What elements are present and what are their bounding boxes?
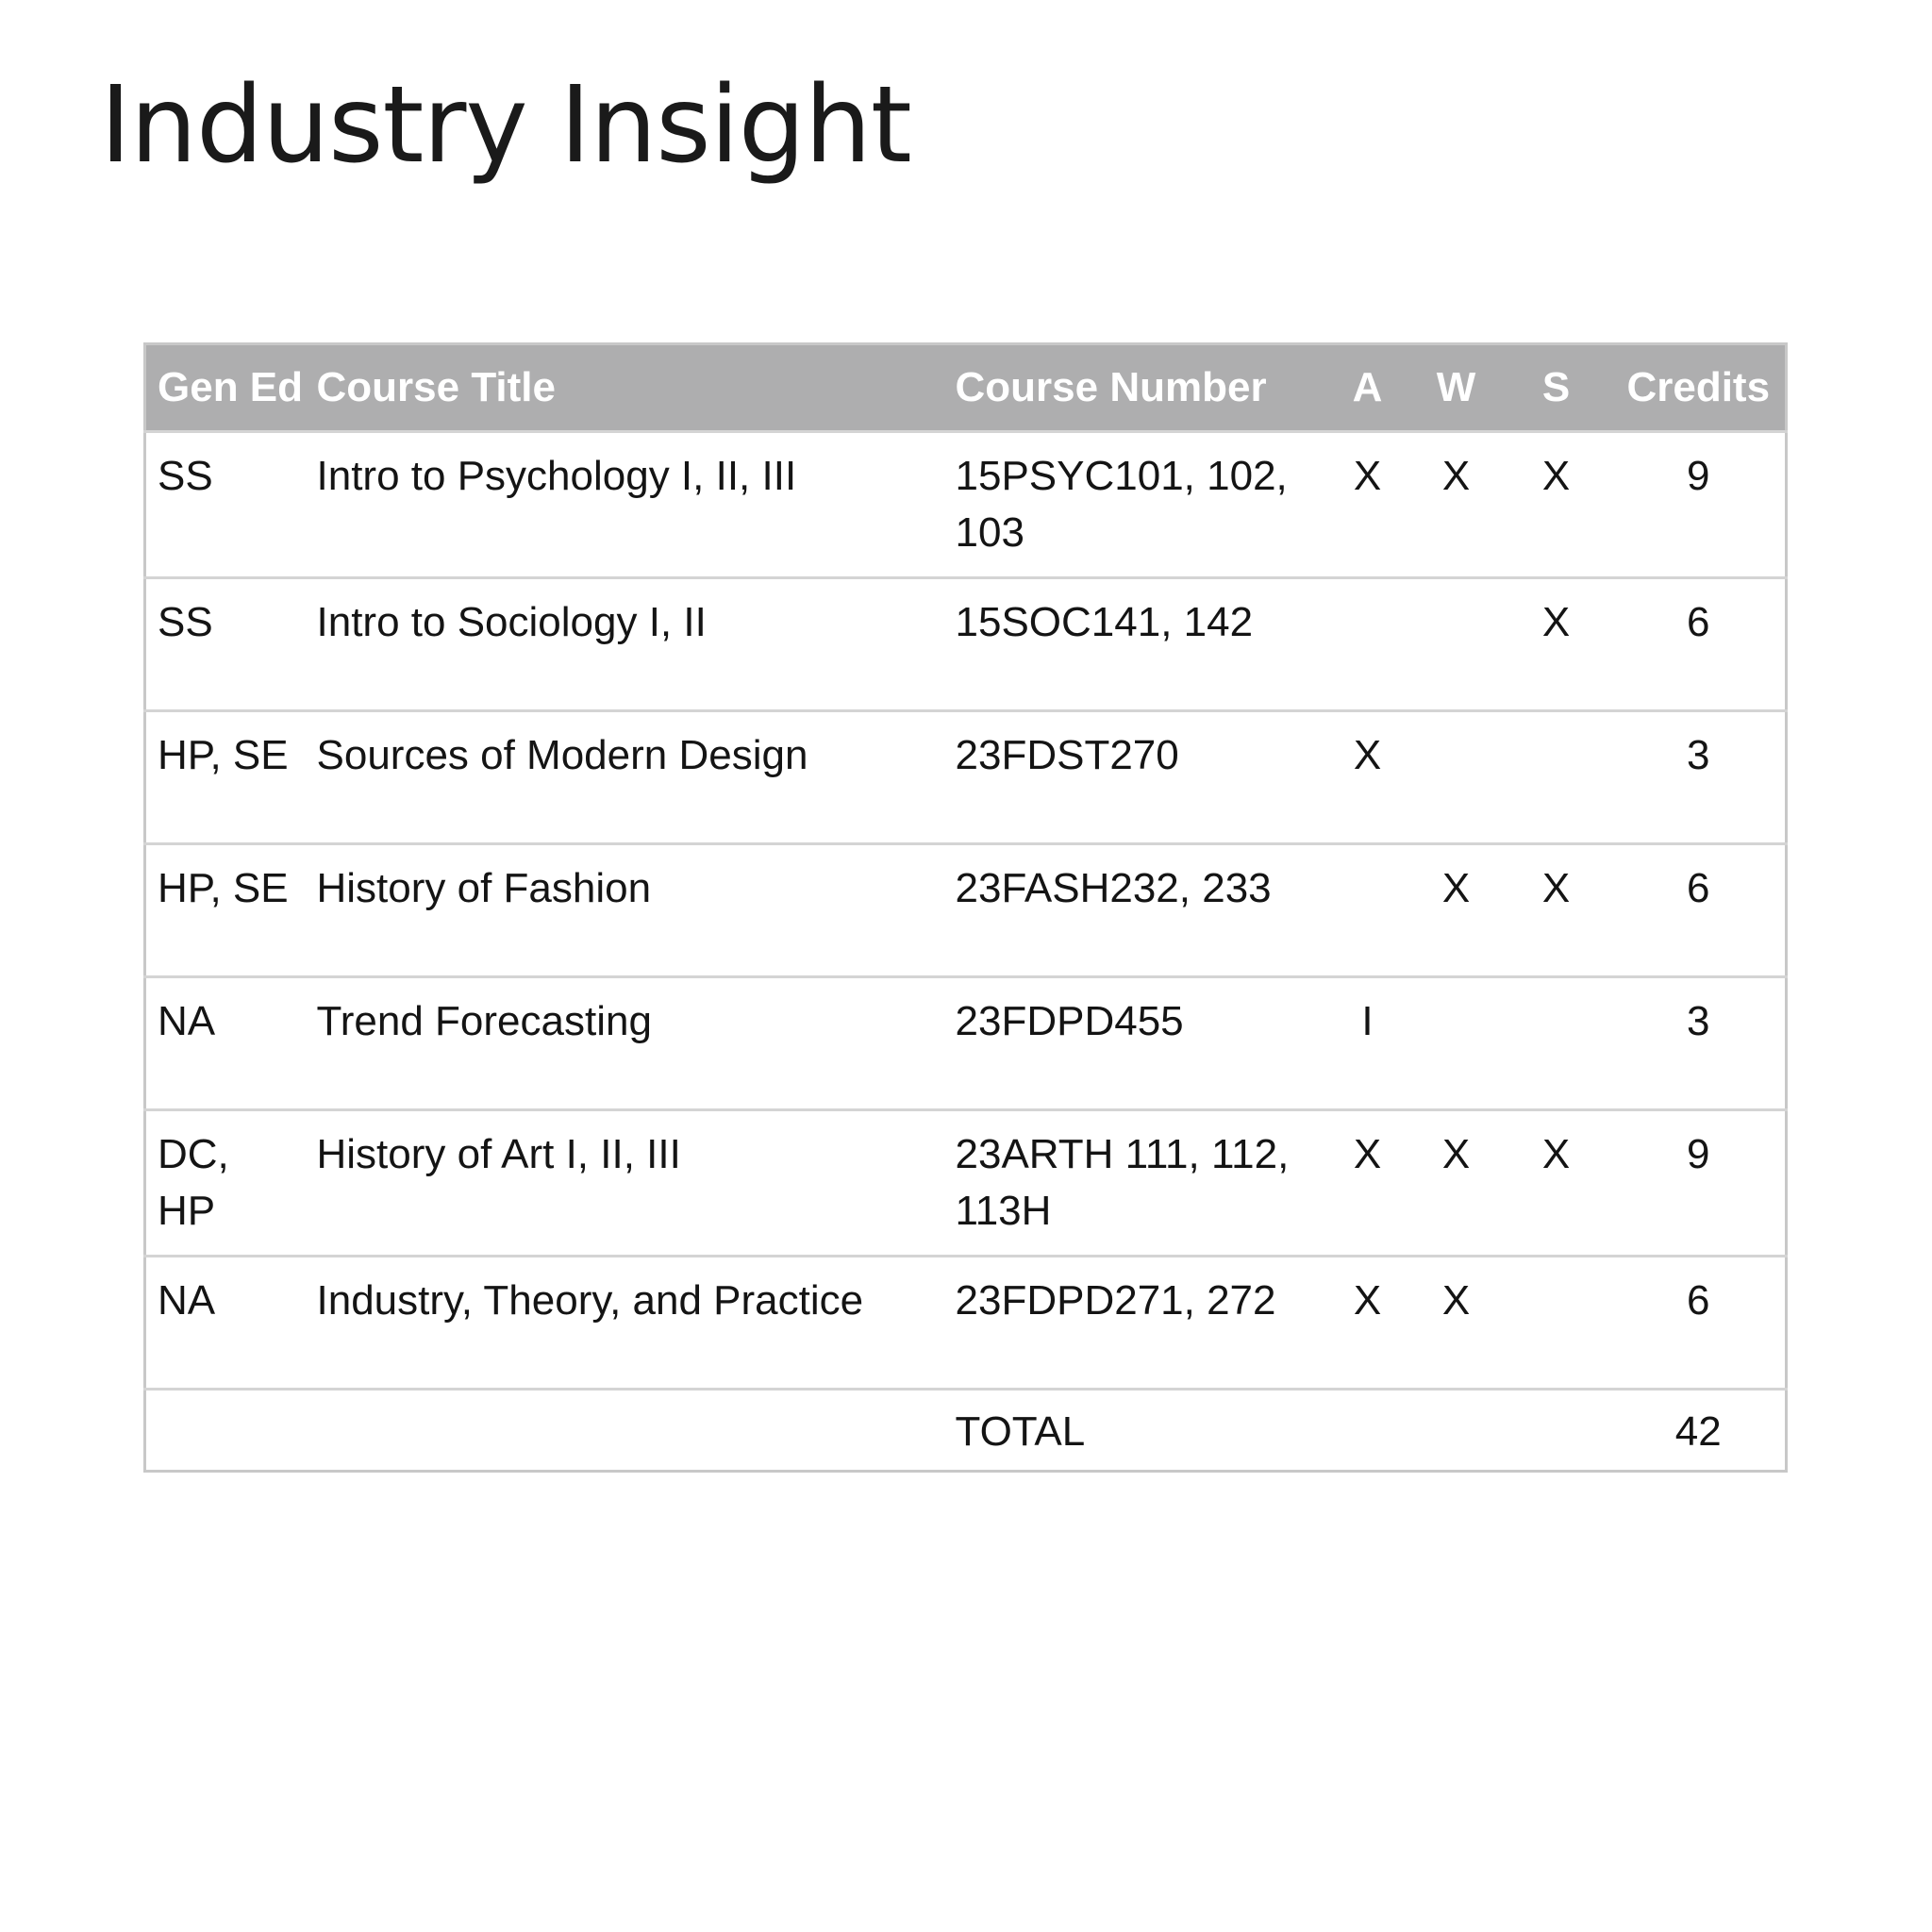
cell-a: X <box>1324 432 1412 578</box>
table-row <box>145 977 1787 1110</box>
cell-w: X <box>1412 1110 1501 1257</box>
cell-s <box>1501 1257 1612 1390</box>
cell-w <box>1412 711 1501 844</box>
cell-s: X <box>1501 1110 1612 1257</box>
cell-a: X <box>1324 1257 1412 1390</box>
cell-course-title: Industry, Theory, and Practice <box>306 1257 944 1390</box>
cell-course-number: 15SOC141, 142 <box>944 578 1324 711</box>
cell-credits: 6 <box>1612 844 1787 977</box>
cell-credits: 3 <box>1612 977 1787 1110</box>
cell-gen-ed: HP, SE <box>145 844 306 977</box>
cell-course-title: History of Art I, II, III <box>306 1110 944 1257</box>
cell-w: X <box>1412 1257 1501 1390</box>
cell-course-number: 15PSYC101, 102, 103 <box>944 432 1324 578</box>
cell-course-number: 23ARTH 111, 112, 113H <box>944 1110 1324 1257</box>
total-empty-cell <box>1324 1390 1412 1472</box>
cell-s <box>1501 711 1612 844</box>
table-header-row <box>145 344 1787 432</box>
cell-course-number: 23FDPD455 <box>944 977 1324 1110</box>
table-row <box>145 711 1787 844</box>
cell-course-title: History of Fashion <box>306 844 944 977</box>
cell-credits: 3 <box>1612 711 1787 844</box>
cell-s: X <box>1501 432 1612 578</box>
cell-gen-ed: SS <box>145 432 306 578</box>
cell-gen-ed: NA <box>145 977 306 1110</box>
header-a: A <box>1324 344 1412 432</box>
cell-course-title: Trend Forecasting <box>306 977 944 1110</box>
cell-w <box>1412 977 1501 1110</box>
header-course-number: Course Number <box>944 344 1324 432</box>
table-row <box>145 578 1787 711</box>
cell-a: X <box>1324 711 1412 844</box>
header-gen-ed: Gen Ed <box>145 344 306 432</box>
cell-s <box>1501 977 1612 1110</box>
header-course-title: Course Title <box>306 344 944 432</box>
total-label: TOTAL <box>944 1390 1324 1472</box>
cell-gen-ed: HP, SE <box>145 711 306 844</box>
total-credits: 42 <box>1612 1390 1787 1472</box>
cell-s: X <box>1501 844 1612 977</box>
total-empty-cell <box>1501 1390 1612 1472</box>
cell-a: I <box>1324 977 1412 1110</box>
cell-credits: 6 <box>1612 1257 1787 1390</box>
slide-title: Industry Insight <box>100 64 911 187</box>
cell-course-number: 23FASH232, 233 <box>944 844 1324 977</box>
cell-gen-ed: NA <box>145 1257 306 1390</box>
cell-a <box>1324 844 1412 977</box>
header-credits: Credits <box>1612 344 1787 432</box>
cell-s: X <box>1501 578 1612 711</box>
cell-a: X <box>1324 1110 1412 1257</box>
cell-gen-ed: DC, HP <box>145 1110 306 1257</box>
cell-w: X <box>1412 432 1501 578</box>
table-row <box>145 1257 1787 1390</box>
cell-course-number: 23FDST270 <box>944 711 1324 844</box>
course-table <box>143 342 1788 1473</box>
cell-credits: 9 <box>1612 1110 1787 1257</box>
cell-gen-ed: SS <box>145 578 306 711</box>
cell-a <box>1324 578 1412 711</box>
table-row <box>145 432 1787 578</box>
table-row <box>145 1110 1787 1257</box>
total-empty-cell <box>306 1390 944 1472</box>
header-s: S <box>1501 344 1612 432</box>
cell-course-title: Intro to Psychology I, II, III <box>306 432 944 578</box>
cell-course-number: 23FDPD271, 272 <box>944 1257 1324 1390</box>
table-total-row <box>145 1390 1787 1472</box>
cell-credits: 6 <box>1612 578 1787 711</box>
total-empty-cell <box>145 1390 306 1472</box>
cell-w <box>1412 578 1501 711</box>
header-w: W <box>1412 344 1501 432</box>
cell-credits: 9 <box>1612 432 1787 578</box>
course-table-container <box>143 342 1785 1473</box>
cell-w: X <box>1412 844 1501 977</box>
total-empty-cell <box>1412 1390 1501 1472</box>
table-row <box>145 844 1787 977</box>
cell-course-title: Sources of Modern Design <box>306 711 944 844</box>
cell-course-title: Intro to Sociology I, II <box>306 578 944 711</box>
